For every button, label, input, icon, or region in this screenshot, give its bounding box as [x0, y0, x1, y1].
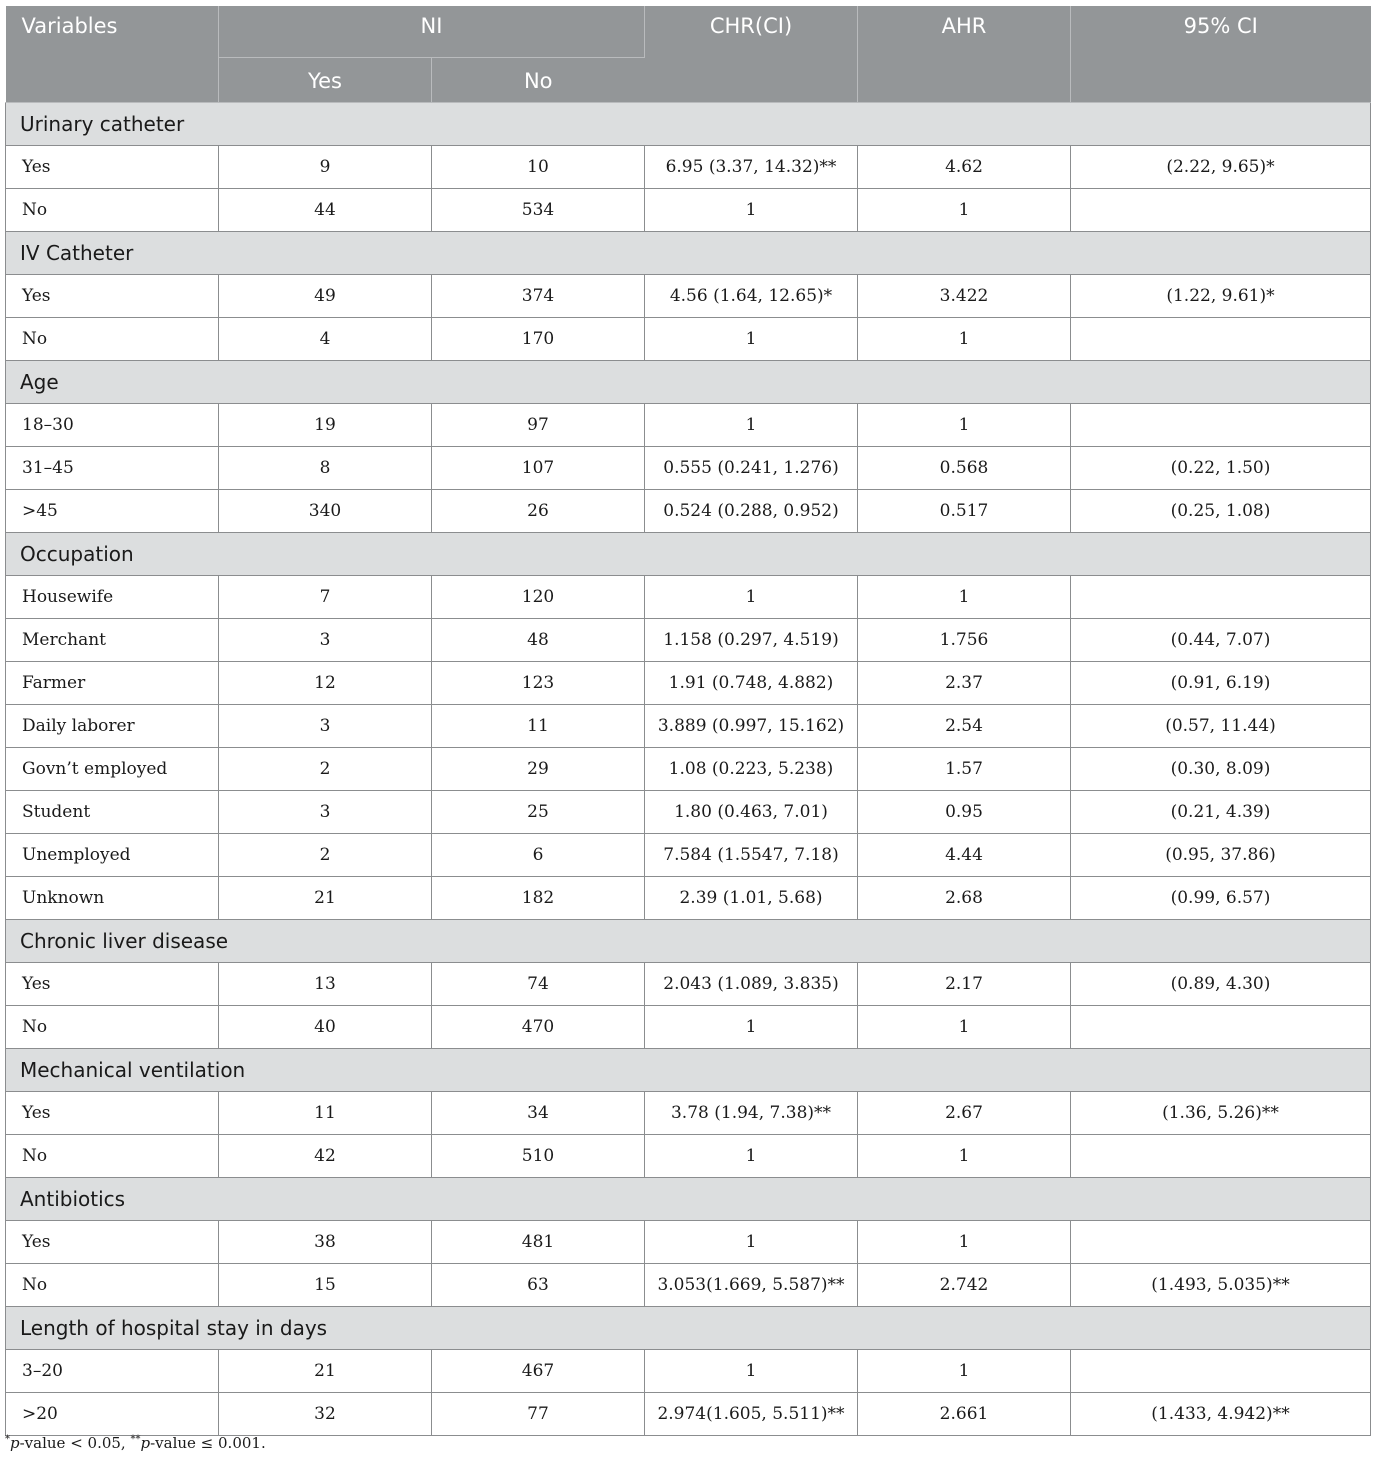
ni-no-cell: 26 [432, 490, 645, 533]
ni-yes-cell: 8 [219, 447, 432, 490]
chr-cell: 1 [645, 1135, 858, 1178]
group-header-row [6, 1307, 1371, 1350]
ahr-cell: 3.422 [858, 275, 1071, 318]
ahr-cell: 1.57 [858, 748, 1071, 791]
ci95-cell: (0.91, 6.19) [1071, 662, 1371, 705]
group-header-row [6, 103, 1371, 146]
ci95-cell: (0.89, 4.30) [1071, 963, 1371, 1006]
chr-cell: 1.80 (0.463, 7.01) [645, 791, 858, 834]
variable-label-cell: Yes [6, 146, 219, 189]
ci95-cell [1071, 1350, 1371, 1393]
ni-no-cell: 25 [432, 791, 645, 834]
ahr-cell: 1 [858, 189, 1071, 232]
group-title: Antibiotics [6, 1178, 1371, 1221]
header-ci95: 95% CI [1071, 6, 1371, 103]
chr-cell: 1 [645, 318, 858, 361]
table-row [6, 834, 1371, 877]
ci95-cell: (1.36, 5.26)** [1071, 1092, 1371, 1135]
variable-label-cell: Yes [6, 275, 219, 318]
ci95-cell: (2.22, 9.65)* [1071, 146, 1371, 189]
ci95-cell: (0.44, 7.07) [1071, 619, 1371, 662]
table-row [6, 705, 1371, 748]
ahr-cell: 4.44 [858, 834, 1071, 877]
table-row [6, 1221, 1371, 1264]
regression-table [5, 6, 1371, 1436]
ni-yes-cell: 9 [219, 146, 432, 189]
ni-yes-cell: 12 [219, 662, 432, 705]
ni-yes-cell: 42 [219, 1135, 432, 1178]
chr-cell: 1.91 (0.748, 4.882) [645, 662, 858, 705]
table-row [6, 662, 1371, 705]
ahr-cell: 0.517 [858, 490, 1071, 533]
ci95-cell [1071, 189, 1371, 232]
variable-label-cell: Daily laborer [6, 705, 219, 748]
table-row [6, 490, 1371, 533]
ahr-cell: 2.37 [858, 662, 1071, 705]
variable-label-cell: Unemployed [6, 834, 219, 877]
table-footnote [5, 1434, 266, 1452]
ci95-cell [1071, 318, 1371, 361]
ahr-cell: 2.661 [858, 1393, 1071, 1436]
ni-no-cell: 470 [432, 1006, 645, 1049]
header-ahr: AHR [858, 6, 1071, 103]
ni-yes-cell: 7 [219, 576, 432, 619]
ni-no-cell: 107 [432, 447, 645, 490]
ni-no-cell: 34 [432, 1092, 645, 1135]
header-chr: CHR(CI) [645, 6, 858, 103]
ni-no-cell: 120 [432, 576, 645, 619]
group-title: IV Catheter [6, 232, 1371, 275]
table-row [6, 791, 1371, 834]
table-row [6, 1135, 1371, 1178]
ni-yes-cell: 21 [219, 1350, 432, 1393]
footnote-p-1: p [10, 1434, 20, 1452]
header-variables: Variables [6, 6, 219, 103]
chr-cell: 7.584 (1.5547, 7.18) [645, 834, 858, 877]
ni-no-cell: 10 [432, 146, 645, 189]
table-row [6, 877, 1371, 920]
ahr-cell: 1 [858, 404, 1071, 447]
ni-no-cell: 481 [432, 1221, 645, 1264]
variable-label-cell: Yes [6, 963, 219, 1006]
ahr-cell: 1 [858, 1350, 1071, 1393]
table-body [6, 103, 1371, 1436]
chr-cell: 3.889 (0.997, 15.162) [645, 705, 858, 748]
ni-yes-cell: 40 [219, 1006, 432, 1049]
variable-label-cell: Unknown [6, 877, 219, 920]
ni-no-cell: 29 [432, 748, 645, 791]
chr-cell: 1 [645, 1221, 858, 1264]
variable-label-cell: No [6, 318, 219, 361]
table-row [6, 1350, 1371, 1393]
ahr-cell: 1 [858, 576, 1071, 619]
variable-label-cell: No [6, 1135, 219, 1178]
chr-cell: 1.08 (0.223, 5.238) [645, 748, 858, 791]
ci95-cell [1071, 576, 1371, 619]
ahr-cell: 2.742 [858, 1264, 1071, 1307]
group-header-row [6, 1049, 1371, 1092]
ahr-cell: 1 [858, 1006, 1071, 1049]
ni-yes-cell: 4 [219, 318, 432, 361]
group-header-row [6, 232, 1371, 275]
ci95-cell: (0.30, 8.09) [1071, 748, 1371, 791]
ahr-cell: 2.68 [858, 877, 1071, 920]
ni-no-cell: 534 [432, 189, 645, 232]
table-row [6, 963, 1371, 1006]
ni-no-cell: 48 [432, 619, 645, 662]
ci95-cell: (0.25, 1.08) [1071, 490, 1371, 533]
chr-cell: 1 [645, 1350, 858, 1393]
ni-yes-cell: 2 [219, 834, 432, 877]
ni-no-cell: 63 [432, 1264, 645, 1307]
ahr-cell: 2.54 [858, 705, 1071, 748]
group-title: Length of hospital stay in days [6, 1307, 1371, 1350]
group-title: Occupation [6, 533, 1371, 576]
table-row [6, 576, 1371, 619]
footnote-mark-1: * [5, 1434, 10, 1445]
table-row [6, 146, 1371, 189]
ahr-cell: 2.67 [858, 1092, 1071, 1135]
ni-no-cell: 6 [432, 834, 645, 877]
ni-yes-cell: 3 [219, 705, 432, 748]
ci95-cell: (0.95, 37.86) [1071, 834, 1371, 877]
variable-label-cell: >20 [6, 1393, 219, 1436]
ni-yes-cell: 19 [219, 404, 432, 447]
chr-cell: 0.524 (0.288, 0.952) [645, 490, 858, 533]
ni-yes-cell: 3 [219, 619, 432, 662]
chr-cell: 6.95 (3.37, 14.32)** [645, 146, 858, 189]
ni-yes-cell: 15 [219, 1264, 432, 1307]
ahr-cell: 0.95 [858, 791, 1071, 834]
group-title: Chronic liver disease [6, 920, 1371, 963]
ni-yes-cell: 13 [219, 963, 432, 1006]
variable-label-cell: Housewife [6, 576, 219, 619]
ni-no-cell: 374 [432, 275, 645, 318]
group-header-row [6, 1178, 1371, 1221]
ci95-cell: (0.99, 6.57) [1071, 877, 1371, 920]
ahr-cell: 1 [858, 1221, 1071, 1264]
ci95-cell: (0.22, 1.50) [1071, 447, 1371, 490]
ni-yes-cell: 340 [219, 490, 432, 533]
variable-label-cell: 31–45 [6, 447, 219, 490]
ni-no-cell: 11 [432, 705, 645, 748]
table-row [6, 275, 1371, 318]
table-row [6, 619, 1371, 662]
ni-yes-cell: 2 [219, 748, 432, 791]
ahr-cell: 2.17 [858, 963, 1071, 1006]
table-row [6, 189, 1371, 232]
ahr-cell: 1 [858, 1135, 1071, 1178]
chr-cell: 1 [645, 404, 858, 447]
chr-cell: 1.158 (0.297, 4.519) [645, 619, 858, 662]
ni-no-cell: 74 [432, 963, 645, 1006]
variable-label-cell: Yes [6, 1221, 219, 1264]
variable-label-cell: Student [6, 791, 219, 834]
ni-yes-cell: 49 [219, 275, 432, 318]
group-title: Mechanical ventilation [6, 1049, 1371, 1092]
ni-yes-cell: 3 [219, 791, 432, 834]
chr-cell: 2.974(1.605, 5.511)** [645, 1393, 858, 1436]
chr-cell: 1 [645, 189, 858, 232]
footnote-text-1: -value < 0.05, [19, 1434, 131, 1452]
ci95-cell [1071, 1135, 1371, 1178]
ci95-cell: (1.493, 5.035)** [1071, 1264, 1371, 1307]
ci95-cell [1071, 1221, 1371, 1264]
ni-yes-cell: 32 [219, 1393, 432, 1436]
table-row [6, 404, 1371, 447]
header-ni: NI [219, 6, 645, 58]
ni-yes-cell: 38 [219, 1221, 432, 1264]
chr-cell: 4.56 (1.64, 12.65)* [645, 275, 858, 318]
group-header-row [6, 533, 1371, 576]
table-row [6, 1393, 1371, 1436]
ni-no-cell: 97 [432, 404, 645, 447]
table-row [6, 1006, 1371, 1049]
ahr-cell: 1.756 [858, 619, 1071, 662]
ci95-cell [1071, 404, 1371, 447]
chr-cell: 2.043 (1.089, 3.835) [645, 963, 858, 1006]
chr-cell: 1 [645, 1006, 858, 1049]
ahr-cell: 1 [858, 318, 1071, 361]
footnote-p-2: p [140, 1434, 151, 1452]
ni-no-cell: 510 [432, 1135, 645, 1178]
ci95-cell: (1.433, 4.942)** [1071, 1393, 1371, 1436]
chr-cell: 0.555 (0.241, 1.276) [645, 447, 858, 490]
variable-label-cell: >45 [6, 490, 219, 533]
ni-yes-cell: 44 [219, 189, 432, 232]
variable-label-cell: Farmer [6, 662, 219, 705]
variable-label-cell: Yes [6, 1092, 219, 1135]
variable-label-cell: No [6, 189, 219, 232]
ci95-cell: (1.22, 9.61)* [1071, 275, 1371, 318]
chr-cell: 3.053(1.669, 5.587)** [645, 1264, 858, 1307]
variable-label-cell: 18–30 [6, 404, 219, 447]
ahr-cell: 4.62 [858, 146, 1071, 189]
ni-no-cell: 170 [432, 318, 645, 361]
ni-no-cell: 182 [432, 877, 645, 920]
group-header-row [6, 361, 1371, 404]
variable-label-cell: 3–20 [6, 1350, 219, 1393]
variable-label-cell: No [6, 1006, 219, 1049]
table-row [6, 1264, 1371, 1307]
ni-no-cell: 467 [432, 1350, 645, 1393]
chr-cell: 3.78 (1.94, 7.38)** [645, 1092, 858, 1135]
ci95-cell: (0.21, 4.39) [1071, 791, 1371, 834]
group-title: Urinary catheter [6, 103, 1371, 146]
ni-no-cell: 123 [432, 662, 645, 705]
table-row [6, 1092, 1371, 1135]
header-ni-yes: Yes [219, 58, 432, 103]
ni-yes-cell: 11 [219, 1092, 432, 1135]
variable-label-cell: Govn’t employed [6, 748, 219, 791]
table-header [6, 6, 1371, 103]
footnote-text-2: -value ≤ 0.001. [150, 1434, 266, 1452]
chr-cell: 2.39 (1.01, 5.68) [645, 877, 858, 920]
group-title: Age [6, 361, 1371, 404]
variable-label-cell: Merchant [6, 619, 219, 662]
ni-yes-cell: 21 [219, 877, 432, 920]
table-row [6, 748, 1371, 791]
header-ni-no: No [432, 58, 645, 103]
ahr-cell: 0.568 [858, 447, 1071, 490]
ni-no-cell: 77 [432, 1393, 645, 1436]
group-header-row [6, 920, 1371, 963]
footnote-mark-2: ** [130, 1434, 141, 1445]
chr-cell: 1 [645, 576, 858, 619]
table-row [6, 318, 1371, 361]
ci95-cell [1071, 1006, 1371, 1049]
variable-label-cell: No [6, 1264, 219, 1307]
table-row [6, 447, 1371, 490]
ci95-cell: (0.57, 11.44) [1071, 705, 1371, 748]
